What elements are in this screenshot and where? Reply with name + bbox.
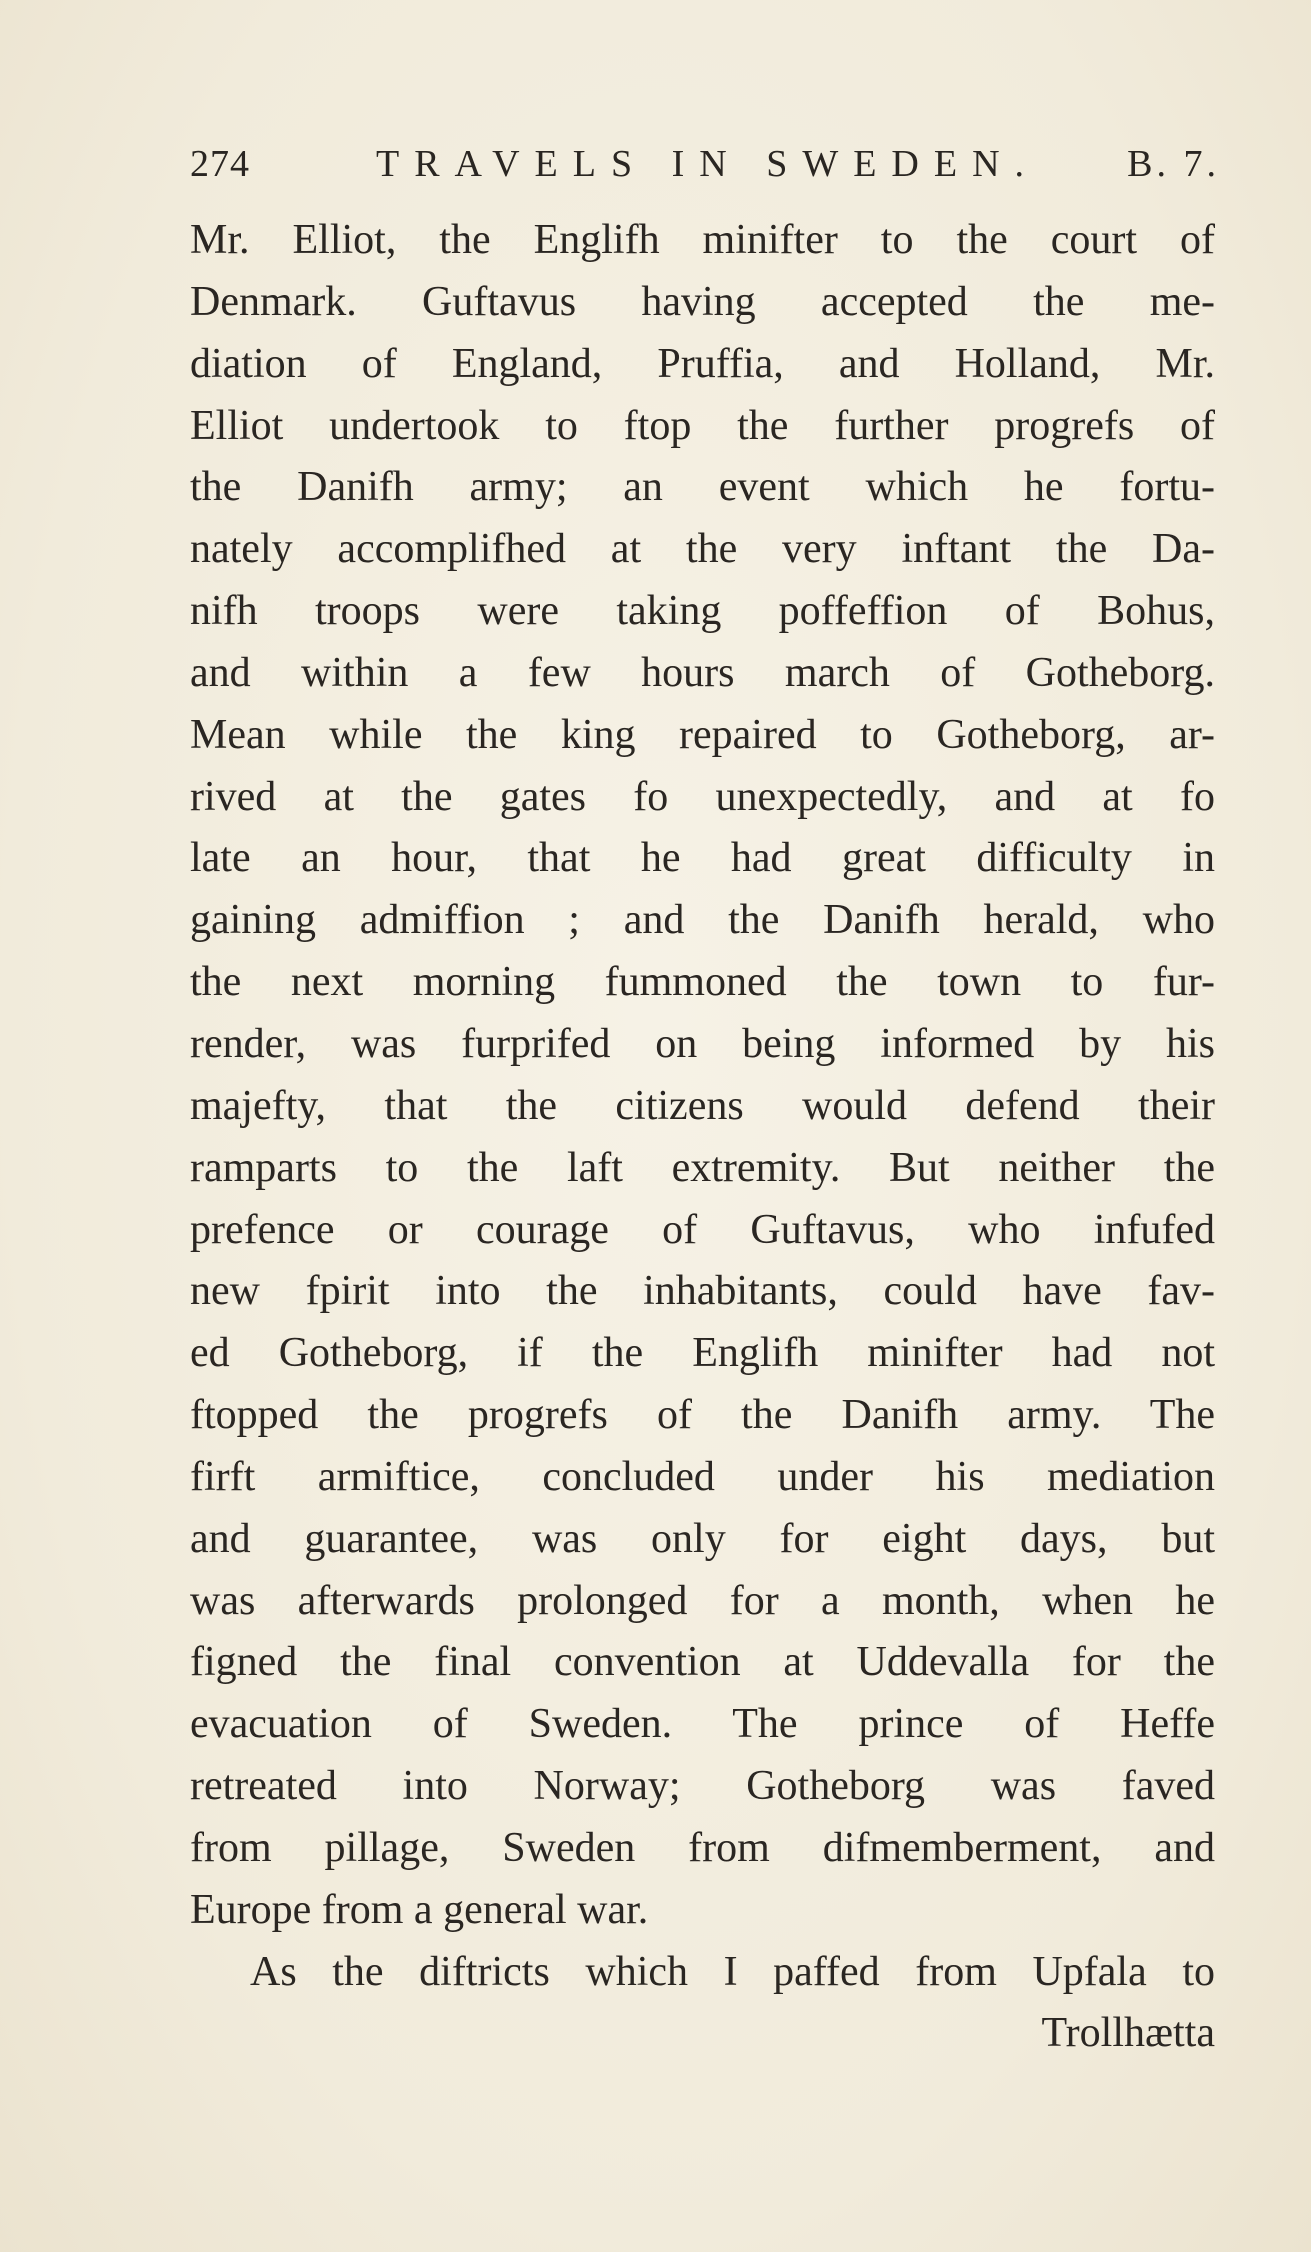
book-marker: B. 7.: [1127, 143, 1220, 185]
text-line: Elliot undertook to ftop the further progrefs of: [190, 402, 1215, 449]
page-number: 274: [190, 143, 250, 185]
paragraph-start-line: As the diftricts which I paffed from Upfala to: [250, 1948, 1215, 1995]
text-line: rived at the gates fo unexpectedly, and at fo: [190, 773, 1215, 820]
text-line: ramparts to the laft extremity. But neither the: [190, 1144, 1215, 1191]
text-line: the next morning fummoned the town to fur-: [190, 959, 1215, 1006]
text-line: nifh troops were taking poffeffion of Bohus,: [190, 588, 1215, 635]
running-head: [190, 138, 1220, 190]
text-line: and guarantee, was only for eight days, but: [190, 1515, 1215, 1562]
text-line: gaining admiffion ; and the Danifh herald, who: [190, 897, 1215, 944]
text-line: from pillage, Sweden from difmemberment, and: [190, 1824, 1215, 1871]
text-line: Denmark. Guftavus having accepted the me-: [190, 278, 1215, 325]
running-title: TRAVELS IN SWEDEN.: [376, 143, 1040, 185]
text-line: Mean while the king repaired to Gotheborg, ar-: [190, 711, 1215, 758]
text-line: was afterwards prolonged for a month, when he: [190, 1577, 1215, 1624]
text-line: Mr. Elliot, the Englifh minifter to the court of: [190, 217, 1215, 263]
text-line: firft armiftice, concluded under his mediation: [190, 1453, 1215, 1500]
text-line: render, was furprifed on being informed by his: [190, 1020, 1215, 1067]
text-line: prefence or courage of Guftavus, who infufed: [190, 1206, 1215, 1253]
text-line: retreated into Norway; Gotheborg was faved: [190, 1763, 1215, 1810]
text-line: nately accomplifhed at the very inftant the Da-: [190, 526, 1215, 573]
text-line: new fpirit into the inhabitants, could have fav-: [190, 1268, 1215, 1315]
text-line: late an hour, that he had great difficulty in: [190, 835, 1215, 882]
text-line: majefty, that the citizens would defend their: [190, 1082, 1215, 1129]
text-line: figned the final convention at Uddevalla for the: [190, 1639, 1215, 1686]
body-text: [190, 210, 1215, 2065]
text-line: ed Gotheborg, if the Englifh minifter had not: [190, 1330, 1215, 1377]
paragraph-end-line: Europe from a general war.: [190, 1886, 649, 1933]
text-line: the Danifh army; an event which he fortu-: [190, 464, 1215, 511]
text-line: ftopped the progrefs of the Danifh army. The: [190, 1392, 1215, 1439]
catchword: Trollhætta: [1041, 2010, 1215, 2057]
text-line: diation of England, Pruffia, and Holland, Mr.: [190, 340, 1215, 387]
text-line: and within a few hours march of Gotheborg.: [190, 649, 1215, 696]
text-line: evacuation of Sweden. The prince of Heffe: [190, 1701, 1215, 1748]
